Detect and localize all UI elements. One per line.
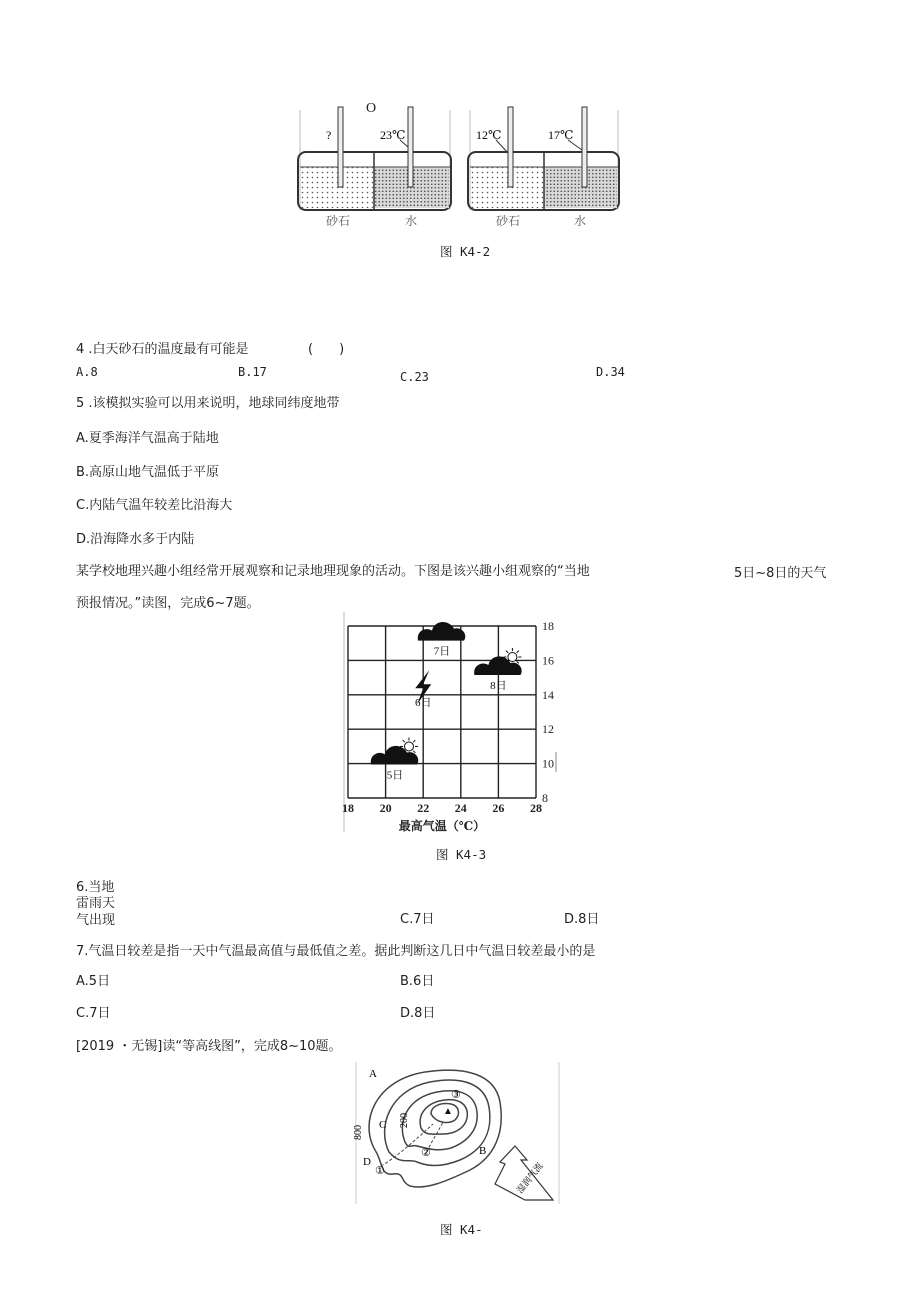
x-tick-label: 24 <box>454 801 467 815</box>
y-tick-label: 16 <box>542 653 554 668</box>
q5-option-d[interactable]: D.沿海降水多于内陆 <box>76 532 195 547</box>
q4-stem: 4 .白天砂石的温度最有可能是 <box>76 342 249 357</box>
point-2: ② <box>421 1147 431 1159</box>
q6-option-d[interactable]: D.8日 <box>564 912 600 927</box>
label-200: 200 <box>399 1113 410 1128</box>
contour-outer <box>369 1070 501 1187</box>
q4-option-c[interactable]: C.23 <box>400 370 429 384</box>
label-800: 800 <box>353 1125 364 1140</box>
cloud-icon <box>418 622 466 641</box>
right-water-reading: 17℃ <box>548 128 574 142</box>
intro-8-10: [2019 ・无锡]读“等高线图”，完成8~10题。 <box>76 1039 342 1054</box>
sun-ray <box>517 651 519 653</box>
thermometer-sand-left <box>338 107 343 187</box>
y-tick-label: 14 <box>542 687 554 702</box>
q6-stem-line2: 雷雨天 <box>76 896 116 911</box>
q7-option-b[interactable]: B.6日 <box>400 974 435 989</box>
q4-option-a[interactable]: A.8 <box>76 365 98 379</box>
label-a: A <box>369 1068 377 1080</box>
q6-stem-line3: 气出现 <box>76 913 116 928</box>
sun-ray <box>517 661 519 663</box>
x-tick-label: 22 <box>417 801 430 815</box>
y-tick-label: 12 <box>542 722 554 737</box>
weather-forecast-chart <box>340 612 570 838</box>
sun-ray <box>413 751 415 753</box>
sun-disc <box>508 653 517 662</box>
intro-6-7-line1: 某学校地理兴趣小组经常开展观察和记录地理现象的活动。下图是该兴趣小组观察的“当地 <box>76 564 590 579</box>
sun-ray <box>506 651 508 653</box>
experiment-figure <box>290 95 630 235</box>
intro-6-7-line1-right: 5日~8日的天气 <box>734 566 827 581</box>
fig-top-label: O <box>366 101 377 116</box>
q4-option-b[interactable]: B.17 <box>238 365 267 379</box>
contour-map <box>355 1062 561 1204</box>
intro-6-7-line2: 预报情况。”读图，完成6~7题。 <box>76 596 260 611</box>
day-label: 6日 <box>414 697 432 710</box>
x-tick-label: 20 <box>379 801 392 815</box>
x-tick-label: 28 <box>530 801 542 815</box>
figure-caption-k4-4: 图 K4- <box>440 1222 483 1237</box>
label-b: B <box>479 1145 487 1157</box>
x-tick-label: 26 <box>492 801 505 815</box>
q5-option-b[interactable]: B.高原山地气温低于平原 <box>76 465 220 480</box>
x-axis-label: 最高气温（℃） <box>398 819 486 833</box>
day-label: 5日 <box>386 769 404 782</box>
sun-disc <box>405 742 414 751</box>
q6-stem-line1: 6.当地 <box>76 880 115 895</box>
day-label: 8日 <box>490 680 507 692</box>
thermometer-water-left <box>408 107 413 187</box>
left-sand-reading: ? <box>326 128 332 142</box>
q6-option-c[interactable]: C.7日 <box>400 912 435 927</box>
label-d: D <box>363 1156 371 1168</box>
right-sand-reading: 12℃ <box>476 128 502 142</box>
left-sand-label: 砂石 <box>326 214 351 228</box>
q4-bracket: ( ) <box>308 342 345 357</box>
y-tick-label: 10 <box>542 756 554 771</box>
thermometer-sand-right <box>508 107 513 187</box>
day-label: 7日 <box>433 645 451 658</box>
figure-caption-k4-2: 图 K4-2 <box>440 244 491 259</box>
left-water-reading: 23℃ <box>380 128 406 142</box>
y-tick-label: 8 <box>542 791 548 805</box>
q5-stem: 5 .该模拟实验可以用来说明，地球同纬度地带 <box>76 396 340 411</box>
q7-option-d[interactable]: D.8日 <box>400 1006 436 1021</box>
right-sand-label: 砂石 <box>496 214 521 228</box>
q7-stem: 7.气温日较差是指一天中气温最高值与最低值之差。据此判断这几日中气温日较差最小的是 <box>76 944 596 959</box>
sun-ray <box>413 740 415 742</box>
peak-icon: ▲ <box>443 1106 453 1117</box>
thermometer-water-right <box>582 107 587 187</box>
right-water-label: 水 <box>574 214 587 228</box>
q7-option-c[interactable]: C.7日 <box>76 1006 111 1021</box>
x-tick-label: 18 <box>342 801 354 815</box>
left-water-label: 水 <box>405 214 418 228</box>
cloud-shape <box>418 622 466 641</box>
y-tick-label: 18 <box>542 619 554 633</box>
figure-caption-k4-3: 图 K4-3 <box>436 847 487 862</box>
airflow-label: 湿润气流 <box>514 1160 545 1196</box>
label-c: C <box>379 1119 387 1131</box>
point-3: ③ <box>451 1089 461 1101</box>
q4-option-d[interactable]: D.34 <box>596 365 625 379</box>
q5-option-c[interactable]: C.内陆气温年较差比沿海大 <box>76 498 233 513</box>
sun-ray <box>403 740 405 742</box>
q5-option-a[interactable]: A.夏季海洋气温高于陆地 <box>76 431 219 446</box>
q7-option-a[interactable]: A.5日 <box>76 974 111 989</box>
point-1: ① <box>375 1165 385 1177</box>
